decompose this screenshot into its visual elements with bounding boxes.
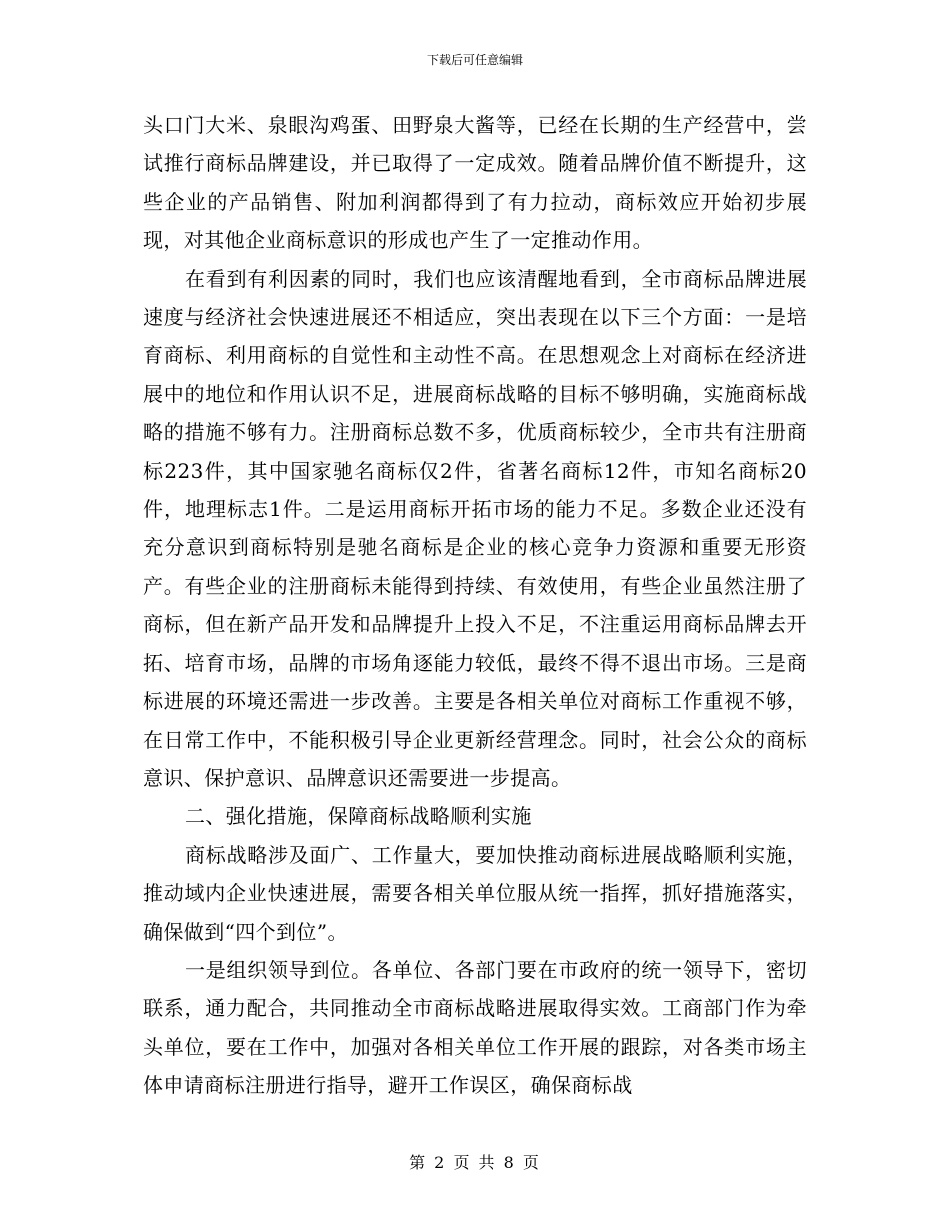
- document-body: [143, 106, 807, 1105]
- page-header: 下载后可任意编辑: [426, 53, 523, 67]
- paragraph-2: 在看到有利因素的同时，我们也应该清醒地看到，全市商标品牌进展速度与经济社会快速进展还不相适应，突出表现在以下三个方面：一是培育商标、利用商标的自觉性和主动性不高。在思想观念上对商标在经济进展中的地位和作用认识不足，进展商标战略的目标不够明确，实施商标战略的措施不够有力。注册商标总数不多，优质商标较少，全市共有注册商标223件，其中国家驰名商标仅2件，省著名商标12件，市知名商标20件，地理标志1件。二是运用商标开拓市场的能力不足。多数企业还没有充分意识到商标特别是驰名商标是企业的核心竞争力资源和重要无形资产。有些企业的注册商标未能得到持续、有效使用，有些企业虽然注册了商标，但在新产品开发和品牌提升上投入不足，不注重运用商标品牌去开拓、培育市场，品牌的市场角逐能力较低，最终不得不退出市场。三是商标进展的环境还需进一步改善。主要是各相关单位对商标工作重视不够，在日常工作中，不能积极引导企业更新经营理念。同时，社会公众的商标意识、保护意识、品牌意识还需要进一步提高。: [143, 266, 807, 790]
- paragraph-3: 商标战略涉及面广、工作量大，要加快推动商标进展战略顺利实施，推动域内企业快速进展，需要各相关单位服从统一指挥，抓好措施落实，确保做到“四个到位”。: [143, 842, 807, 944]
- page-number-footer: 第 2 页 共 8 页: [409, 1153, 541, 1172]
- paragraph-1: 头口门大米、泉眼沟鸡蛋、田野泉大酱等，已经在长期的生产经营中，尝试推行商标品牌建设，并已取得了一定成效。随着品牌价值不断提升，这些企业的产品销售、附加利润都得到了有力拉动，商标效应开始初步展现，对其他企业商标意识的形成也产生了一定推动作用。: [143, 113, 807, 253]
- paragraph-4: 一是组织领导到位。各单位、各部门要在市政府的统一领导下，密切联系，通力配合，共同推动全市商标战略进展取得实效。工商部门作为牵头单位，要在工作中，加强对各相关单位工作开展的跟踪，对各类市场主体申请商标注册进行指导，避开工作误区，确保商标战: [143, 957, 807, 1098]
- section-heading: 二、强化措施，保障商标战略顺利实施: [185, 804, 532, 829]
